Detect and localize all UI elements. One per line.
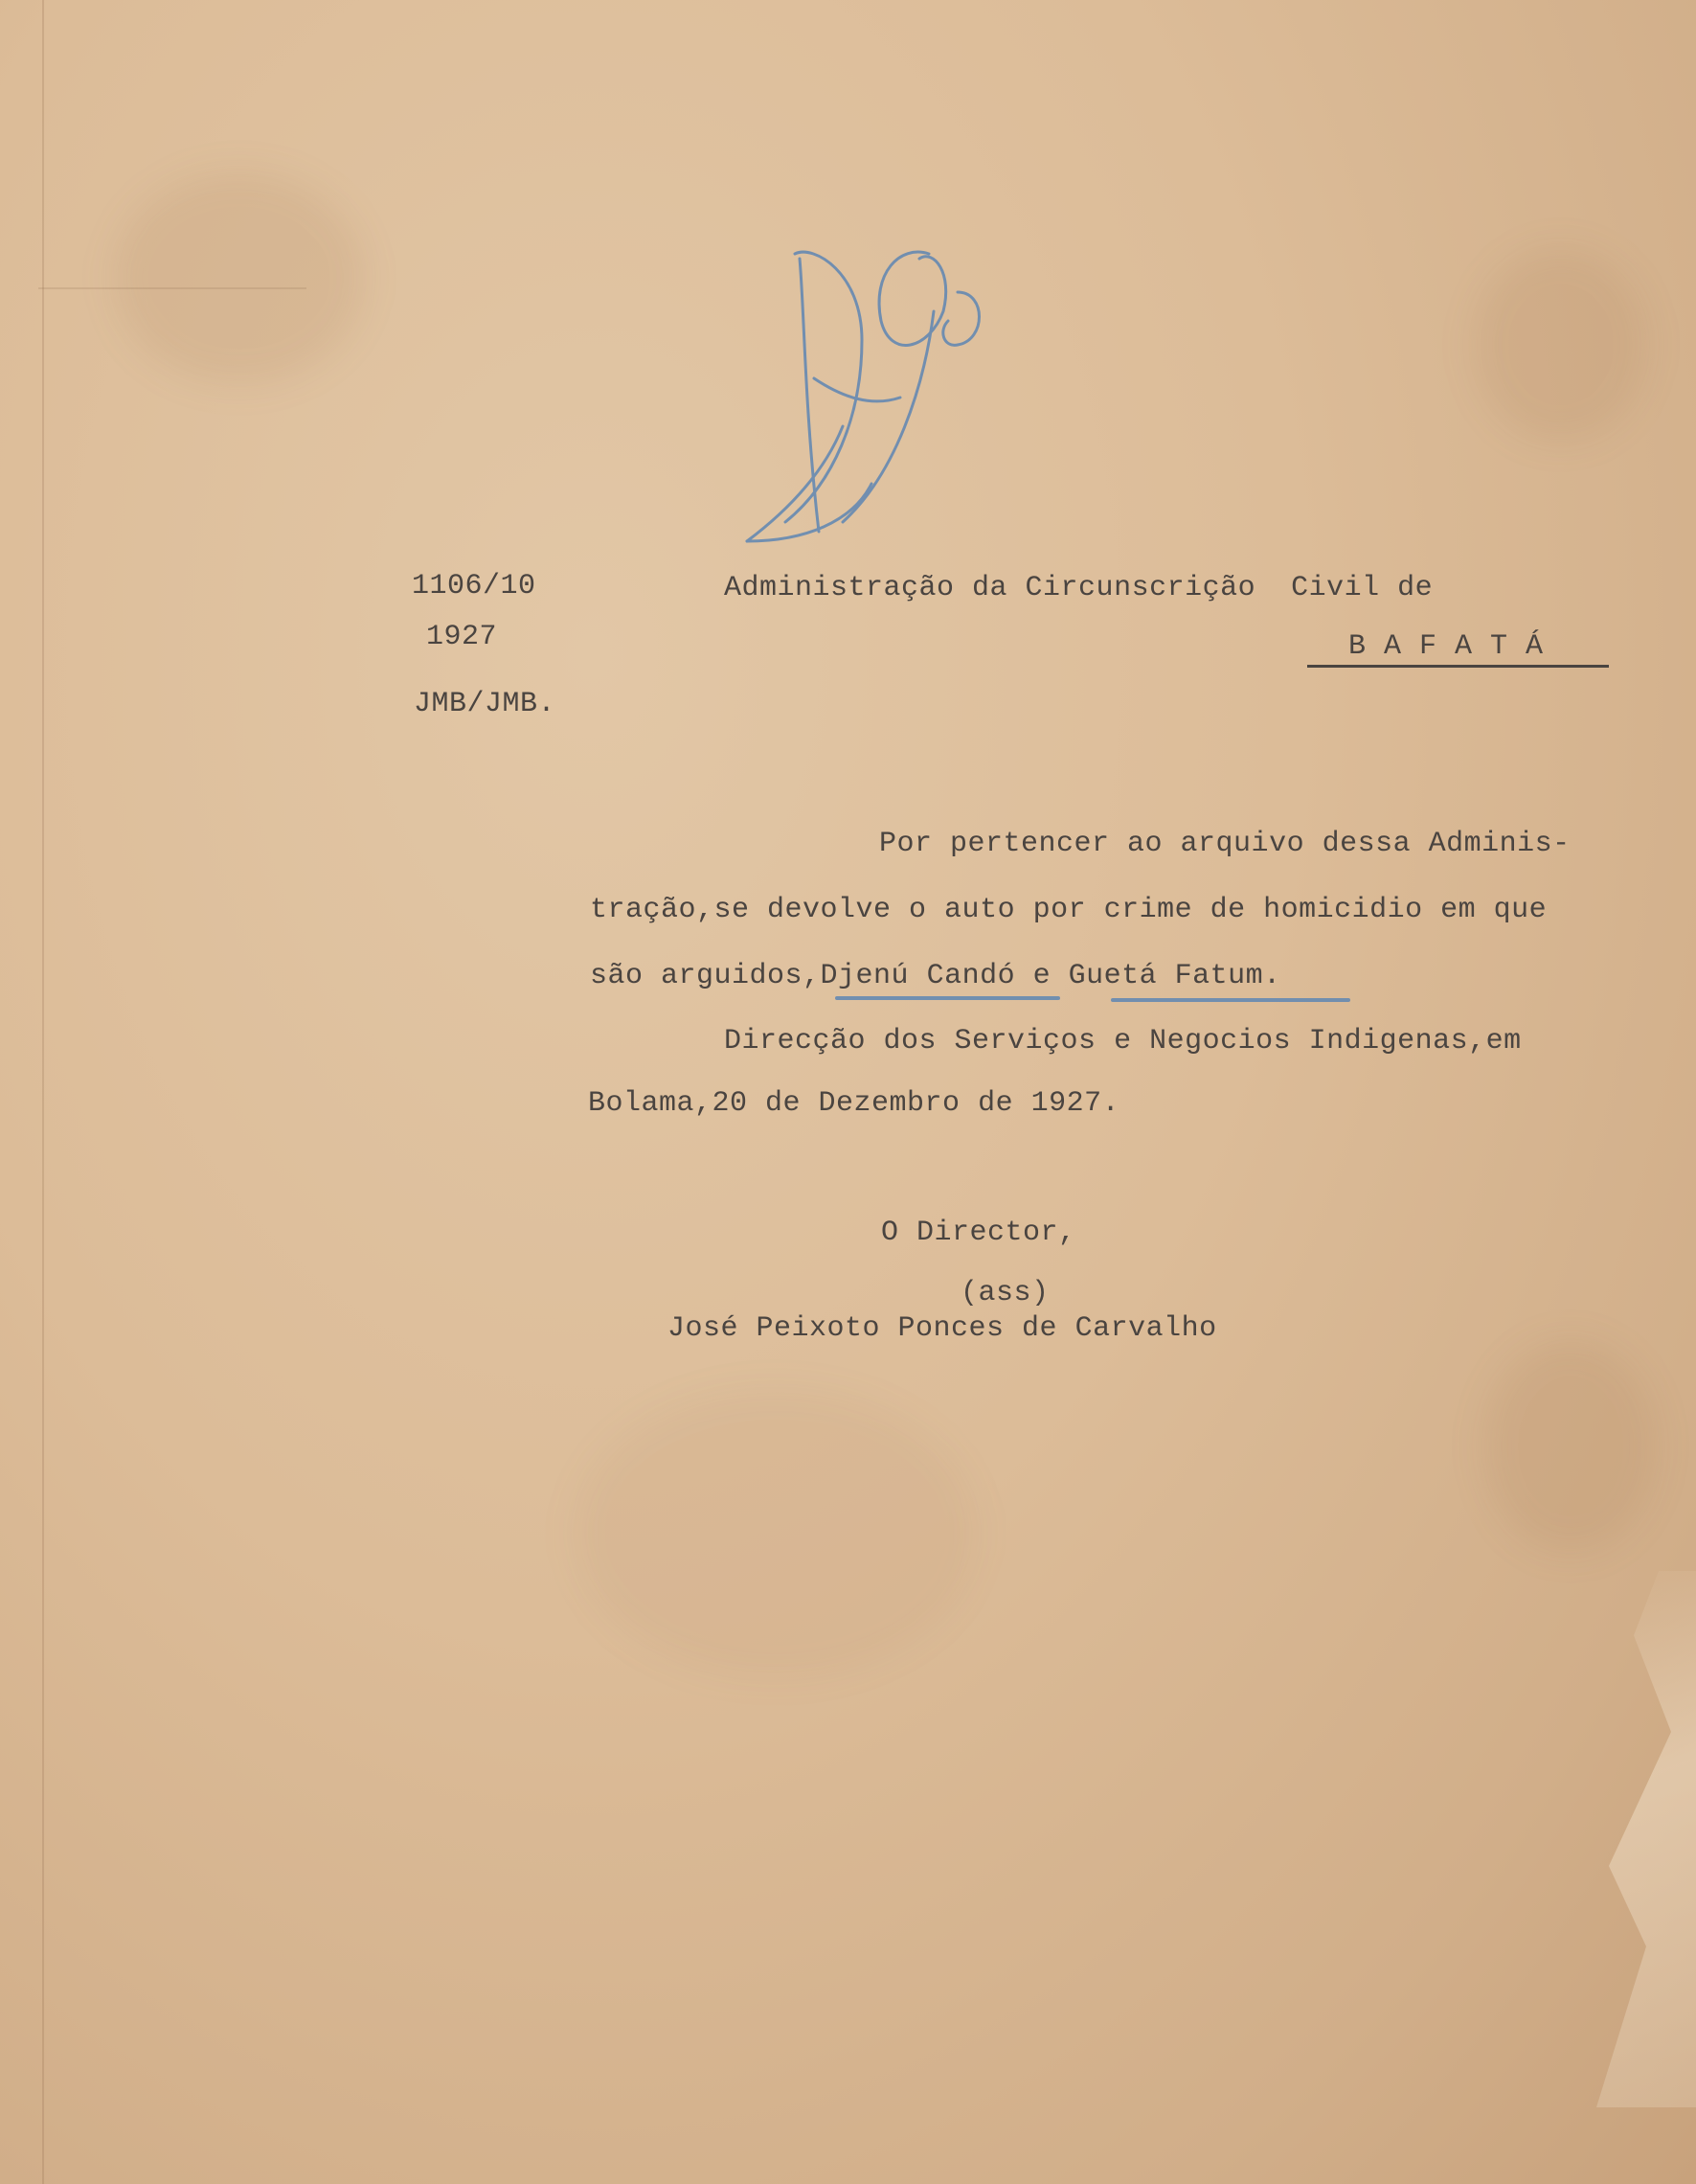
reference-year: 1927 xyxy=(426,621,498,653)
paper-stain xyxy=(1484,1341,1657,1552)
torn-corner xyxy=(1572,1571,1696,2107)
paper-stain xyxy=(115,172,364,383)
body-line-2: tração,se devolve o auto por crime de homicidio em que xyxy=(590,894,1548,926)
body-line-3-conjunction: e xyxy=(1015,960,1069,992)
signed-marker: (ass) xyxy=(961,1277,1050,1309)
heading-place: B A F A T Á xyxy=(1348,630,1544,663)
pencil-underline-name-1 xyxy=(835,996,1060,1000)
accused-name-1: Djenú Candó xyxy=(820,960,1016,992)
closing-title: O Director, xyxy=(881,1217,1076,1249)
body-line-3-start: são arguidos, xyxy=(590,960,821,992)
accused-name-2: Guetá Fatum. xyxy=(1068,960,1281,992)
paper-crease xyxy=(42,0,44,2184)
body-line-5: Bolama,20 de Dezembro de 1927. xyxy=(588,1087,1120,1120)
heading-place-underline xyxy=(1307,665,1609,668)
paper-stain xyxy=(1475,249,1647,441)
document-heading: Administração da Circunscrição Civil de xyxy=(724,572,1434,604)
body-line-4: Direcção dos Serviços e Negocios Indigenas,em xyxy=(724,1025,1522,1058)
body-line-1: Por pertencer ao arquivo dessa Adminis- xyxy=(879,828,1571,860)
pencil-underline-name-2 xyxy=(1111,998,1350,1002)
blue-pencil-initials-icon xyxy=(728,235,1025,551)
body-line-3 xyxy=(590,960,1281,992)
signatory-name: José Peixoto Ponces de Carvalho xyxy=(667,1312,1217,1345)
paper-stain xyxy=(575,1389,977,1676)
paper-crease xyxy=(38,287,306,289)
reference-initials: JMB/JMB. xyxy=(414,688,556,720)
reference-number: 1106/10 xyxy=(412,570,536,603)
